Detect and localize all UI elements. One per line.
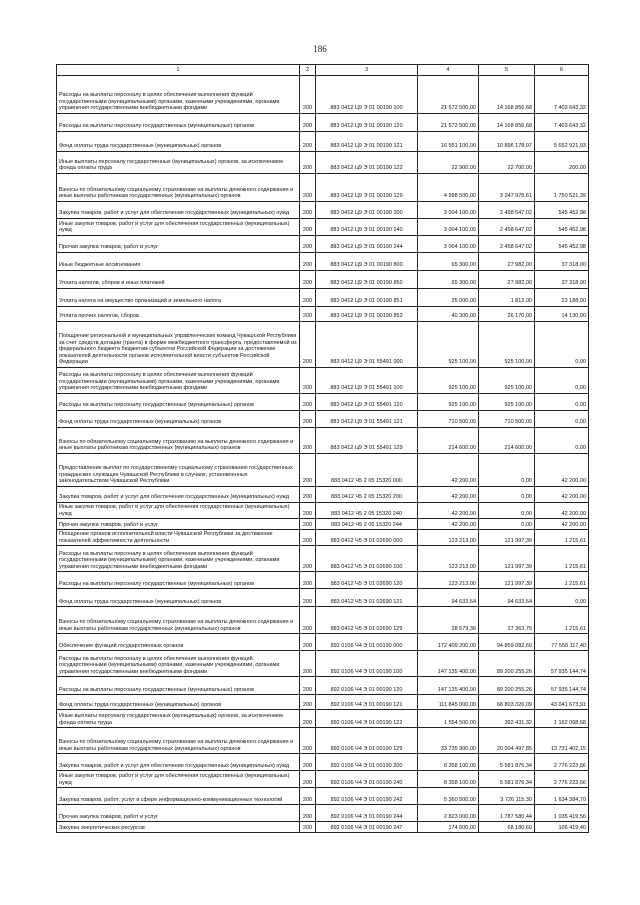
table-row [57, 411, 589, 428]
row-planned-amount: 925 100,00 [418, 322, 479, 368]
row-name: Иные бюджетные ассигнования [57, 253, 300, 271]
row-planned-amount: 8 358 100,00 [418, 771, 479, 788]
row-unexecuted-amount: 1 215,61 [535, 607, 589, 634]
row-budget-code: 883 0412 Ч5 Э 01 02690 000 [316, 530, 418, 546]
row-budget-code: 883 0412 Ч5 2 05 15320 240 [316, 503, 418, 519]
row-planned-amount: 40 300,00 [418, 307, 479, 322]
row-executed-amount: 5 581 876,34 [479, 771, 535, 788]
row-line-code: 200 [300, 754, 316, 771]
header-row [57, 65, 589, 76]
row-name: Расходы на выплаты персоналу в целях обеспечения выполнения функций государственными (муниципальными) органами, казенными учреждениями, органами управления государственными внебюджетными фондами [57, 546, 300, 572]
row-line-code: 200 [300, 76, 316, 114]
row-planned-amount: 42 200,00 [418, 454, 479, 487]
row-executed-amount: 1 787 580,44 [479, 805, 535, 822]
column-header: 3 [316, 65, 418, 76]
row-planned-amount: 8 358 100,00 [418, 754, 479, 771]
table-row [57, 503, 589, 519]
row-unexecuted-amount: 37 318,00 [535, 253, 589, 271]
row-name: Поощрение региональной и муниципальных управленческих команд Чувашской Республики за счет средств дотации (гранта) в форме межбюджетного трансферта, предоставляемой из федерального бюджета бюджетам субъектов Российской Федерации за достижение показателей деятельности органов исполнительной власти субъектов Российской Федерации [57, 322, 300, 368]
row-line-code: 200 [300, 253, 316, 271]
row-planned-amount: 214 600,00 [418, 428, 479, 454]
row-budget-code: 883 0412 Ц9 Э 01 00190 122 [316, 152, 418, 174]
row-line-code: 200 [300, 546, 316, 572]
row-executed-amount: 89 200 255,26 [479, 677, 535, 695]
table-row [57, 822, 589, 833]
row-executed-amount: 14 168 856,68 [479, 114, 535, 132]
row-planned-amount: 94 633,64 [418, 589, 479, 607]
row-name: Расходы на выплаты персоналу государственных (муниципальных) органов [57, 677, 300, 695]
row-executed-amount: 27 982,00 [479, 253, 535, 271]
row-budget-code: 883 0412 Ц9 Э 01 00190 800 [316, 253, 418, 271]
row-executed-amount: 3 726 115,30 [479, 788, 535, 805]
row-planned-amount: 123 213,00 [418, 572, 479, 589]
row-executed-amount: 0,00 [479, 503, 535, 519]
row-line-code: 200 [300, 132, 316, 152]
row-planned-amount: 147 135 400,00 [418, 677, 479, 695]
row-planned-amount: 925 100,00 [418, 368, 479, 394]
row-unexecuted-amount: 42 200,00 [535, 519, 589, 530]
row-line-code: 200 [300, 174, 316, 202]
row-budget-code: 892 0106 Ч4 Э 01 00190 129 [316, 728, 418, 754]
table-row [57, 132, 589, 152]
row-executed-amount: 710 500,00 [479, 411, 535, 428]
row-unexecuted-amount: 2 776 223,66 [535, 771, 589, 788]
row-line-code: 200 [300, 428, 316, 454]
row-name: Прочая закупка товаров, работ и услуг [57, 519, 300, 530]
table-row [57, 76, 589, 114]
row-unexecuted-amount: 37 318,00 [535, 271, 589, 289]
table-row [57, 651, 589, 677]
row-executed-amount: 2 458 647,02 [479, 219, 535, 236]
row-budget-code: 892 0106 Ч4 Э 01 00190 242 [316, 788, 418, 805]
row-line-code: 200 [300, 651, 316, 677]
table-row [57, 546, 589, 572]
row-unexecuted-amount: 5 652 921,93 [535, 132, 589, 152]
row-unexecuted-amount: 0,00 [535, 428, 589, 454]
row-line-code: 200 [300, 607, 316, 634]
row-line-code: 200 [300, 454, 316, 487]
row-unexecuted-amount: 545 452,98 [535, 202, 589, 219]
row-executed-amount: 89 200 255,26 [479, 651, 535, 677]
row-unexecuted-amount: 0,00 [535, 394, 589, 411]
row-unexecuted-amount: 200,00 [535, 152, 589, 174]
row-budget-code: 883 0412 Ц9 Э 01 00190 852 [316, 307, 418, 322]
row-planned-amount: 22 900,00 [418, 152, 479, 174]
row-unexecuted-amount: 0,00 [535, 589, 589, 607]
row-name: Иные выплаты персоналу государственных (муниципальных) органов, за исключением фонда оплаты труда [57, 152, 300, 174]
row-unexecuted-amount: 1 215,61 [535, 572, 589, 589]
row-budget-code: 883 0412 Ц9 Э 01 55491 000 [316, 322, 418, 368]
row-planned-amount: 172 409 200,00 [418, 634, 479, 651]
row-executed-amount: 22 700,00 [479, 152, 535, 174]
row-planned-amount: 3 004 100,00 [418, 202, 479, 219]
row-planned-amount: 123 213,00 [418, 546, 479, 572]
row-unexecuted-amount: 106 419,40 [535, 822, 589, 833]
row-budget-code: 883 0412 Ц9 Э 01 00190 129 [316, 174, 418, 202]
row-budget-code: 883 0412 Ч5 2 05 15320 200 [316, 487, 418, 503]
table-row [57, 572, 589, 589]
row-unexecuted-amount: 0,00 [535, 368, 589, 394]
row-name: Фонд оплаты труда государственных (муниципальных) органов [57, 132, 300, 152]
row-line-code: 200 [300, 572, 316, 589]
table-row [57, 530, 589, 546]
row-budget-code: 883 0412 Ц9 Э 01 00190 120 [316, 114, 418, 132]
row-executed-amount: 26 170,00 [479, 307, 535, 322]
row-name: Предоставление выплат по государственному социальному страхованию государственных гражданских служащих Чувашской Республики в случаях, установленных законодательством Чувашской Республики [57, 454, 300, 487]
row-planned-amount: 925 100,00 [418, 394, 479, 411]
row-line-code: 200 [300, 728, 316, 754]
row-name: Расходы на выплаты персоналу в целях обеспечения выполнения функций государственными (муниципальными) органами, казенными учреждениями, органами управления государственными внебюджетными фондами [57, 368, 300, 394]
row-name: Расходы на выплаты персоналу государственных (муниципальных) органов [57, 572, 300, 589]
row-name: Уплата прочих налогов, сборов [57, 307, 300, 322]
row-unexecuted-amount: 0,00 [535, 411, 589, 428]
row-name: Иные закупки товаров, работ и услуг для обеспечения государственных (муниципальных) нужд [57, 771, 300, 788]
table-row [57, 368, 589, 394]
row-unexecuted-amount: 545 452,98 [535, 219, 589, 236]
row-unexecuted-amount: 42 200,00 [535, 503, 589, 519]
row-planned-amount: 65 300,00 [418, 271, 479, 289]
row-unexecuted-amount: 42 200,00 [535, 454, 589, 487]
row-executed-amount: 121 997,39 [479, 572, 535, 589]
row-line-code: 200 [300, 710, 316, 728]
row-line-code: 200 [300, 236, 316, 253]
row-planned-amount: 28 579,36 [418, 607, 479, 634]
row-line-code: 200 [300, 519, 316, 530]
table-row [57, 487, 589, 503]
row-line-code: 200 [300, 307, 316, 322]
row-executed-amount: 2 458 647,02 [479, 236, 535, 253]
column-header: 5 [479, 65, 535, 76]
table-row [57, 114, 589, 132]
row-budget-code: 883 0412 Ц9 Э 01 00190 121 [316, 132, 418, 152]
row-unexecuted-amount: 1 035 419,56 [535, 805, 589, 822]
row-executed-amount: 121 997,39 [479, 546, 535, 572]
row-planned-amount: 42 200,00 [418, 487, 479, 503]
row-executed-amount: 0,00 [479, 487, 535, 503]
row-line-code: 200 [300, 695, 316, 710]
row-planned-amount: 21 572 500,00 [418, 114, 479, 132]
column-header: 1 [57, 65, 300, 76]
row-budget-code: 883 0412 Ц9 Э 01 00190 244 [316, 236, 418, 253]
row-unexecuted-amount: 7 403 643,32 [535, 114, 589, 132]
row-line-code: 200 [300, 394, 316, 411]
row-line-code: 200 [300, 411, 316, 428]
table-row [57, 428, 589, 454]
table-row [57, 454, 589, 487]
row-line-code: 200 [300, 805, 316, 822]
row-line-code: 200 [300, 530, 316, 546]
row-name: Иные закупки товаров, работ и услуг для обеспечения государственных (муниципальных) нужд [57, 503, 300, 519]
row-executed-amount: 68 180,60 [479, 822, 535, 833]
row-planned-amount: 111 845 000,00 [418, 695, 479, 710]
row-line-code: 200 [300, 771, 316, 788]
table-row [57, 788, 589, 805]
row-budget-code: 892 0106 Ч4 Э 01 00190 100 [316, 651, 418, 677]
row-executed-amount: 0,00 [479, 519, 535, 530]
row-planned-amount: 16 551 100,00 [418, 132, 479, 152]
row-planned-amount: 3 004 100,00 [418, 236, 479, 253]
row-budget-code: 883 0412 Ц9 Э 01 55491 100 [316, 368, 418, 394]
table-row [57, 322, 589, 368]
row-name: Поощрение органов исполнительной власти Чувашской Республики за достижение показателей эффективности деятельности [57, 530, 300, 546]
row-name: Уплата налога на имущество организаций и земельного налога [57, 289, 300, 307]
row-budget-code: 892 0106 Ч4 Э 01 00190 000 [316, 634, 418, 651]
row-line-code: 200 [300, 202, 316, 219]
row-name: Прочая закупка товаров, работ и услуг [57, 236, 300, 253]
table-row [57, 219, 589, 236]
row-budget-code: 892 0106 Ч4 Э 01 00190 121 [316, 695, 418, 710]
row-budget-code: 883 0412 Ч5 2 05 15320 244 [316, 519, 418, 530]
budget-execution-table [56, 64, 589, 833]
row-line-code: 200 [300, 822, 316, 833]
table-row [57, 202, 589, 219]
row-budget-code: 883 0412 Ч5 Э 01 02690 129 [316, 607, 418, 634]
row-line-code: 200 [300, 219, 316, 236]
row-budget-code: 883 0412 Ч5 Э 01 02690 120 [316, 572, 418, 589]
column-header: 2 [300, 65, 316, 76]
row-planned-amount: 42 200,00 [418, 503, 479, 519]
row-name: Взносы по обязательному социальному страхованию на выплаты денежного содержания и иные выплаты работникам государственных (муниципальных) органов [57, 607, 300, 634]
table-row [57, 152, 589, 174]
table-row [57, 771, 589, 788]
table-row [57, 289, 589, 307]
row-budget-code: 892 0106 Ч4 Э 01 00190 247 [316, 822, 418, 833]
row-executed-amount: 27 982,00 [479, 271, 535, 289]
row-name: Фонд оплаты труда государственных (муниципальных) органов [57, 589, 300, 607]
row-name: Взносы по обязательному социальному страхованию на выплаты денежного содержания и иные выплаты работникам государственных (муниципальных) органов [57, 174, 300, 202]
row-executed-amount: 5 581 876,34 [479, 754, 535, 771]
row-name: Закупка энергетических ресурсов [57, 822, 300, 833]
row-planned-amount: 3 004 100,00 [418, 219, 479, 236]
table-row [57, 589, 589, 607]
row-line-code: 200 [300, 368, 316, 394]
row-executed-amount: 27 363,75 [479, 607, 535, 634]
row-name: Расходы на выплаты персоналу государственных (муниципальных) органов [57, 394, 300, 411]
row-unexecuted-amount: 2 776 223,66 [535, 754, 589, 771]
table-row [57, 634, 589, 651]
row-unexecuted-amount: 13 731 402,15 [535, 728, 589, 754]
row-budget-code: 892 0106 Ч4 Э 01 00190 120 [316, 677, 418, 695]
table-row [57, 695, 589, 710]
row-budget-code: 883 0412 Ч5 Э 01 02690 100 [316, 546, 418, 572]
row-unexecuted-amount: 1 215,61 [535, 546, 589, 572]
row-unexecuted-amount: 14 130,00 [535, 307, 589, 322]
row-planned-amount: 21 572 500,00 [418, 76, 479, 114]
row-executed-amount: 925 100,00 [479, 394, 535, 411]
row-executed-amount: 68 803 326,09 [479, 695, 535, 710]
row-executed-amount: 214 600,00 [479, 428, 535, 454]
row-name: Расходы на выплаты персоналу государственных (муниципальных) органов [57, 114, 300, 132]
row-budget-code: 892 0106 Ч4 Э 01 00190 122 [316, 710, 418, 728]
row-name: Прочая закупка товаров, работ и услуг [57, 805, 300, 822]
row-executed-amount: 94 633,64 [479, 589, 535, 607]
row-unexecuted-amount: 23 188,00 [535, 289, 589, 307]
row-planned-amount: 33 735 900,00 [418, 728, 479, 754]
row-planned-amount: 2 823 000,00 [418, 805, 479, 822]
row-name: Взносы по обязательному социальному страхованию на выплаты денежного содержания и иные выплаты работникам государственных (муниципальных) органов [57, 728, 300, 754]
row-planned-amount: 5 360 500,00 [418, 788, 479, 805]
row-line-code: 200 [300, 271, 316, 289]
row-line-code: 200 [300, 503, 316, 519]
row-executed-amount: 10 896 178,07 [479, 132, 535, 152]
table-row [57, 394, 589, 411]
row-unexecuted-amount: 7 403 643,32 [535, 76, 589, 114]
row-line-code: 200 [300, 788, 316, 805]
row-name: Расходы на выплаты персоналу в целях обеспечения выполнения функций государственными (муниципальными) органами, казенными учреждениями, органами управления государственными внебюджетными фондами [57, 76, 300, 114]
row-name: Фонд оплаты труда государственных (муниципальных) органов [57, 695, 300, 710]
row-budget-code: 883 0412 Ч5 Э 01 02690 121 [316, 589, 418, 607]
table-row [57, 754, 589, 771]
row-unexecuted-amount: 57 935 144,74 [535, 677, 589, 695]
row-line-code: 200 [300, 677, 316, 695]
row-executed-amount: 925 100,00 [479, 322, 535, 368]
row-name: Обеспечение функций государственных органов [57, 634, 300, 651]
row-budget-code: 883 0412 Ц9 Э 01 00190 851 [316, 289, 418, 307]
row-planned-amount: 25 000,00 [418, 289, 479, 307]
row-planned-amount: 4 998 500,00 [418, 174, 479, 202]
row-planned-amount: 42 200,00 [418, 519, 479, 530]
row-budget-code: 892 0106 Ч4 Э 01 00190 200 [316, 754, 418, 771]
row-planned-amount: 123 213,00 [418, 530, 479, 546]
row-name: Взносы по обязательному социальному страхованию на выплаты денежного содержания и иные выплаты работникам государственных (муниципальных) органов [57, 428, 300, 454]
table-row [57, 236, 589, 253]
row-name: Закупка товаров, работ и услуг для обеспечения государственных (муниципальных) нужд [57, 202, 300, 219]
row-unexecuted-amount: 1 162 068,68 [535, 710, 589, 728]
row-planned-amount: 147 135 400,00 [418, 651, 479, 677]
row-unexecuted-amount: 43 041 673,91 [535, 695, 589, 710]
row-budget-code: 883 0412 Ц9 Э 01 55491 121 [316, 411, 418, 428]
table-row [57, 805, 589, 822]
row-line-code: 200 [300, 289, 316, 307]
row-line-code: 200 [300, 487, 316, 503]
table-row [57, 174, 589, 202]
column-header: 4 [418, 65, 479, 76]
table-row [57, 607, 589, 634]
table-row [57, 253, 589, 271]
row-executed-amount: 925 100,00 [479, 368, 535, 394]
row-name: Иные закупки товаров, работ и услуг для обеспечения государственных (муниципальных) нужд [57, 219, 300, 236]
row-budget-code: 883 0412 Ц9 Э 01 00190 850 [316, 271, 418, 289]
row-budget-code: 883 0412 Ц9 Э 01 55491 120 [316, 394, 418, 411]
row-budget-code: 883 0412 Ц9 Э 01 00190 100 [316, 76, 418, 114]
row-line-code: 200 [300, 634, 316, 651]
page-number: 186 [313, 44, 327, 54]
row-executed-amount: 3 247 978,61 [479, 174, 535, 202]
row-line-code: 200 [300, 322, 316, 368]
column-header: 6 [535, 65, 589, 76]
row-name: Закупка товаров, работ и услуг для обеспечения государственных (муниципальных) нужд [57, 754, 300, 771]
row-planned-amount: 174 600,00 [418, 822, 479, 833]
row-unexecuted-amount: 1 215,61 [535, 530, 589, 546]
row-unexecuted-amount: 77 550 117,40 [535, 634, 589, 651]
row-budget-code: 892 0106 Ч4 Э 01 00190 240 [316, 771, 418, 788]
row-executed-amount: 392 431,32 [479, 710, 535, 728]
table-row [57, 677, 589, 695]
row-unexecuted-amount: 57 935 144,74 [535, 651, 589, 677]
row-budget-code: 883 0412 Ц9 Э 01 00190 200 [316, 202, 418, 219]
row-name: Закупка товаров, работ, услуг в сфере информационно-коммуникационных технологий [57, 788, 300, 805]
row-unexecuted-amount: 1 750 521,39 [535, 174, 589, 202]
table-row [57, 307, 589, 322]
row-planned-amount: 710 500,00 [418, 411, 479, 428]
row-executed-amount: 20 004 497,85 [479, 728, 535, 754]
row-name: Уплата налогов, сборов и иных платежей [57, 271, 300, 289]
row-executed-amount: 94 859 082,60 [479, 634, 535, 651]
table-row [57, 728, 589, 754]
row-executed-amount: 2 458 647,02 [479, 202, 535, 219]
row-line-code: 200 [300, 114, 316, 132]
row-name: Иные выплаты персоналу государственных (муниципальных) органов, за исключением фонда оплаты труда [57, 710, 300, 728]
row-unexecuted-amount: 0,00 [535, 322, 589, 368]
row-planned-amount: 65 300,00 [418, 253, 479, 271]
table-row [57, 710, 589, 728]
row-name: Фонд оплаты труда государственных (муниципальных) органов [57, 411, 300, 428]
row-name: Закупка товаров, работ и услуг для обеспечения государственных (муниципальных) нужд [57, 487, 300, 503]
row-budget-code: 883 0412 Ц9 Э 01 55491 129 [316, 428, 418, 454]
row-unexecuted-amount: 545 452,98 [535, 236, 589, 253]
row-budget-code: 883 0412 Ч5 2 05 15320 000 [316, 454, 418, 487]
row-line-code: 200 [300, 589, 316, 607]
row-planned-amount: 1 554 500,00 [418, 710, 479, 728]
row-name: Расходы на выплаты персоналу в целях обеспечения выполнения функций государственными (муниципальными) органами, казенными учреждениями, органами управления государственными внебюджетными фондами [57, 651, 300, 677]
table-row [57, 519, 589, 530]
row-executed-amount: 121 997,39 [479, 530, 535, 546]
row-unexecuted-amount: 1 634 384,70 [535, 788, 589, 805]
row-budget-code: 883 0412 Ц9 Э 01 00190 240 [316, 219, 418, 236]
table-row [57, 271, 589, 289]
row-budget-code: 892 0106 Ч4 Э 01 00190 244 [316, 805, 418, 822]
row-executed-amount: 14 168 856,68 [479, 76, 535, 114]
row-executed-amount: 1 812,00 [479, 289, 535, 307]
row-line-code: 200 [300, 152, 316, 174]
row-unexecuted-amount: 42 200,00 [535, 487, 589, 503]
row-executed-amount: 0,00 [479, 454, 535, 487]
